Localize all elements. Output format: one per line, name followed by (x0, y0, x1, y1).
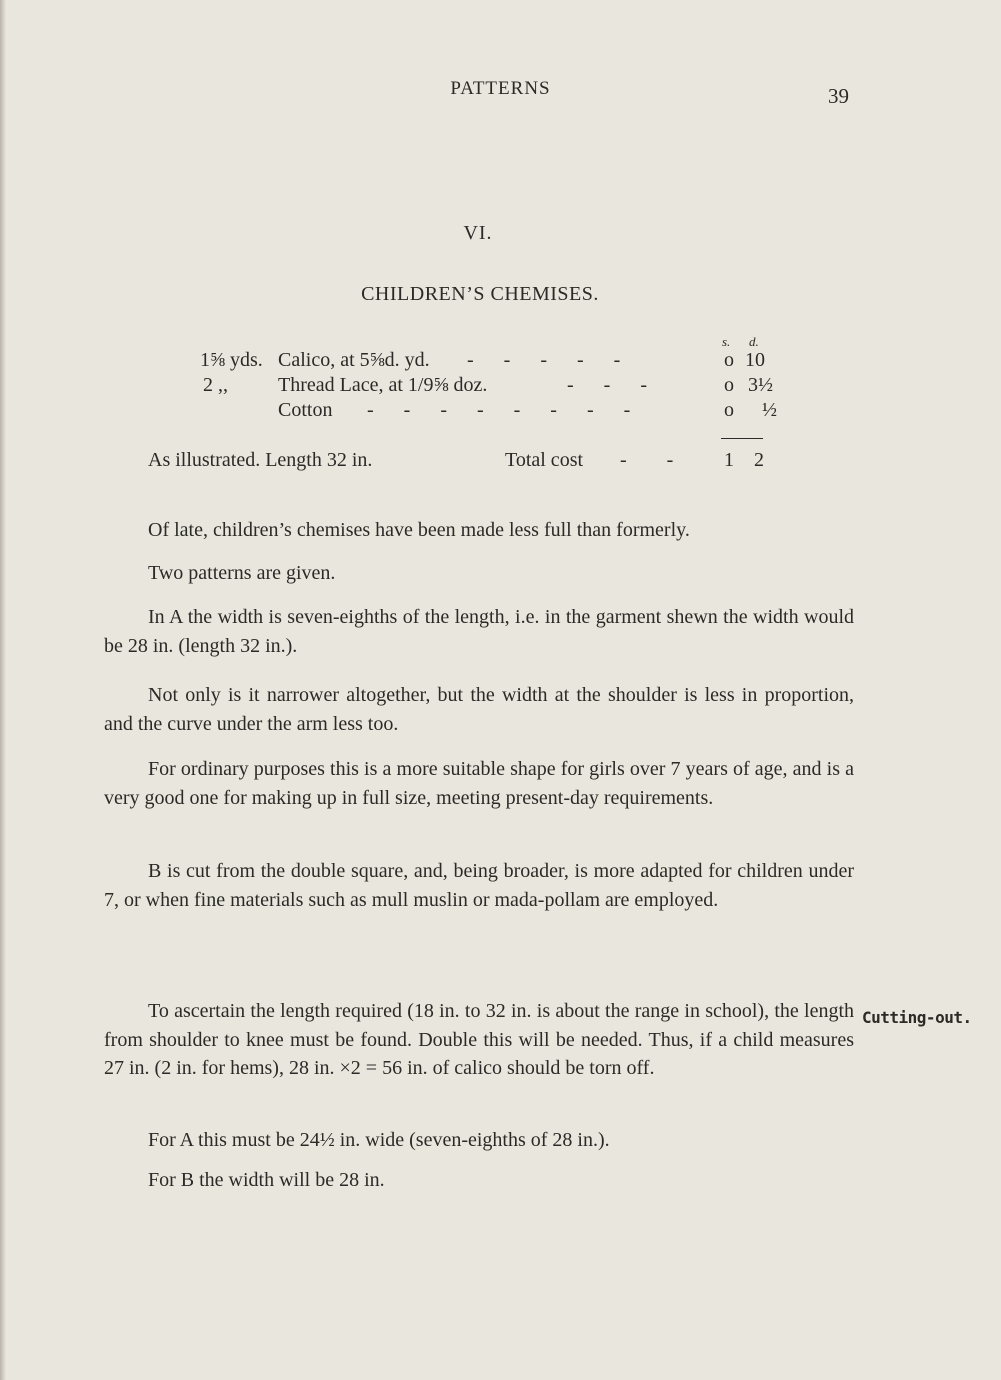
cost-qty: 2 ,, (203, 374, 228, 396)
cost-shillings: o (724, 399, 734, 421)
leader-dashes: - - - - - - - - (367, 399, 631, 421)
pence-column-header: d. (749, 334, 759, 349)
illustration-length: As illustrated. Length 32 in. (148, 449, 373, 471)
total-pence: 2 (754, 449, 764, 471)
paragraph: B is cut from the double square, and, being broader, is more adapted for children under 7, or when fine materials such as mull muslin or mada-pollam are employed. (104, 860, 854, 911)
paragraph: In A the width is seven-eighths of the length, i.e. in the garment shewn the width would be 28 in. (length 32 in.). (104, 606, 854, 657)
shillings-column-header: s. (722, 334, 731, 349)
paragraph: For ordinary purposes this is a more suitable shape for girls over 7 years of age, and is a very good one for making up in full size, meeting present-day requirements. (104, 758, 854, 809)
page-number: 39 (828, 84, 849, 108)
total-shillings: 1 (724, 449, 734, 471)
margin-note: Cutting-out. (862, 1008, 972, 1027)
leader-dashes: - - - (567, 374, 647, 396)
paragraph: For A this must be 24½ in. wide (seven-eighths of 28 in.). (148, 1129, 610, 1151)
cost-row (0, 349, 1001, 375)
leader-dashes: - - (620, 449, 674, 471)
total-label: Total cost (505, 449, 584, 471)
total-rule (721, 438, 763, 439)
cost-qty: 1⅝ yds. (200, 349, 263, 371)
cost-desc: Calico, at 5⅝d. yd. (278, 349, 430, 371)
cost-row (0, 374, 1001, 400)
paragraph: Two patterns are given. (148, 562, 336, 584)
paragraph: To ascertain the length required (18 in. to 32 in. is about the range in school), the length from shoulder to knee must be found. Double this will be needed. Thus, if a child measures 27 in. (2 in. for hems), 28 in. ×2 = 56 in. of calico should be torn off. (104, 1000, 854, 1079)
running-title: PATTERNS (450, 78, 551, 99)
section-title: CHILDREN’S CHEMISES. (361, 283, 599, 305)
cost-desc: Cotton (278, 399, 333, 421)
leader-dashes: - - - - - (467, 349, 621, 371)
cost-shillings: o (724, 374, 734, 396)
cost-pence: ½ (762, 399, 777, 421)
section-number: VI. (463, 222, 493, 244)
cost-shillings: o (724, 349, 734, 371)
cost-desc: Thread Lace, at 1/9⅝ doz. (278, 374, 488, 396)
cost-pence: 3½ (748, 374, 773, 396)
cost-row (0, 399, 1001, 425)
total-row (0, 449, 1001, 475)
paragraph: For B the width will be 28 in. (148, 1169, 385, 1191)
paragraph: Not only is it narrower altogether, but the width at the shoulder is less in proportion, and the curve under the arm less too. (104, 684, 854, 735)
paragraph: Of late, children’s chemises have been made less full than formerly. (148, 519, 690, 541)
page-spine-shadow (0, 0, 6, 1380)
cost-pence: 10 (745, 349, 765, 371)
